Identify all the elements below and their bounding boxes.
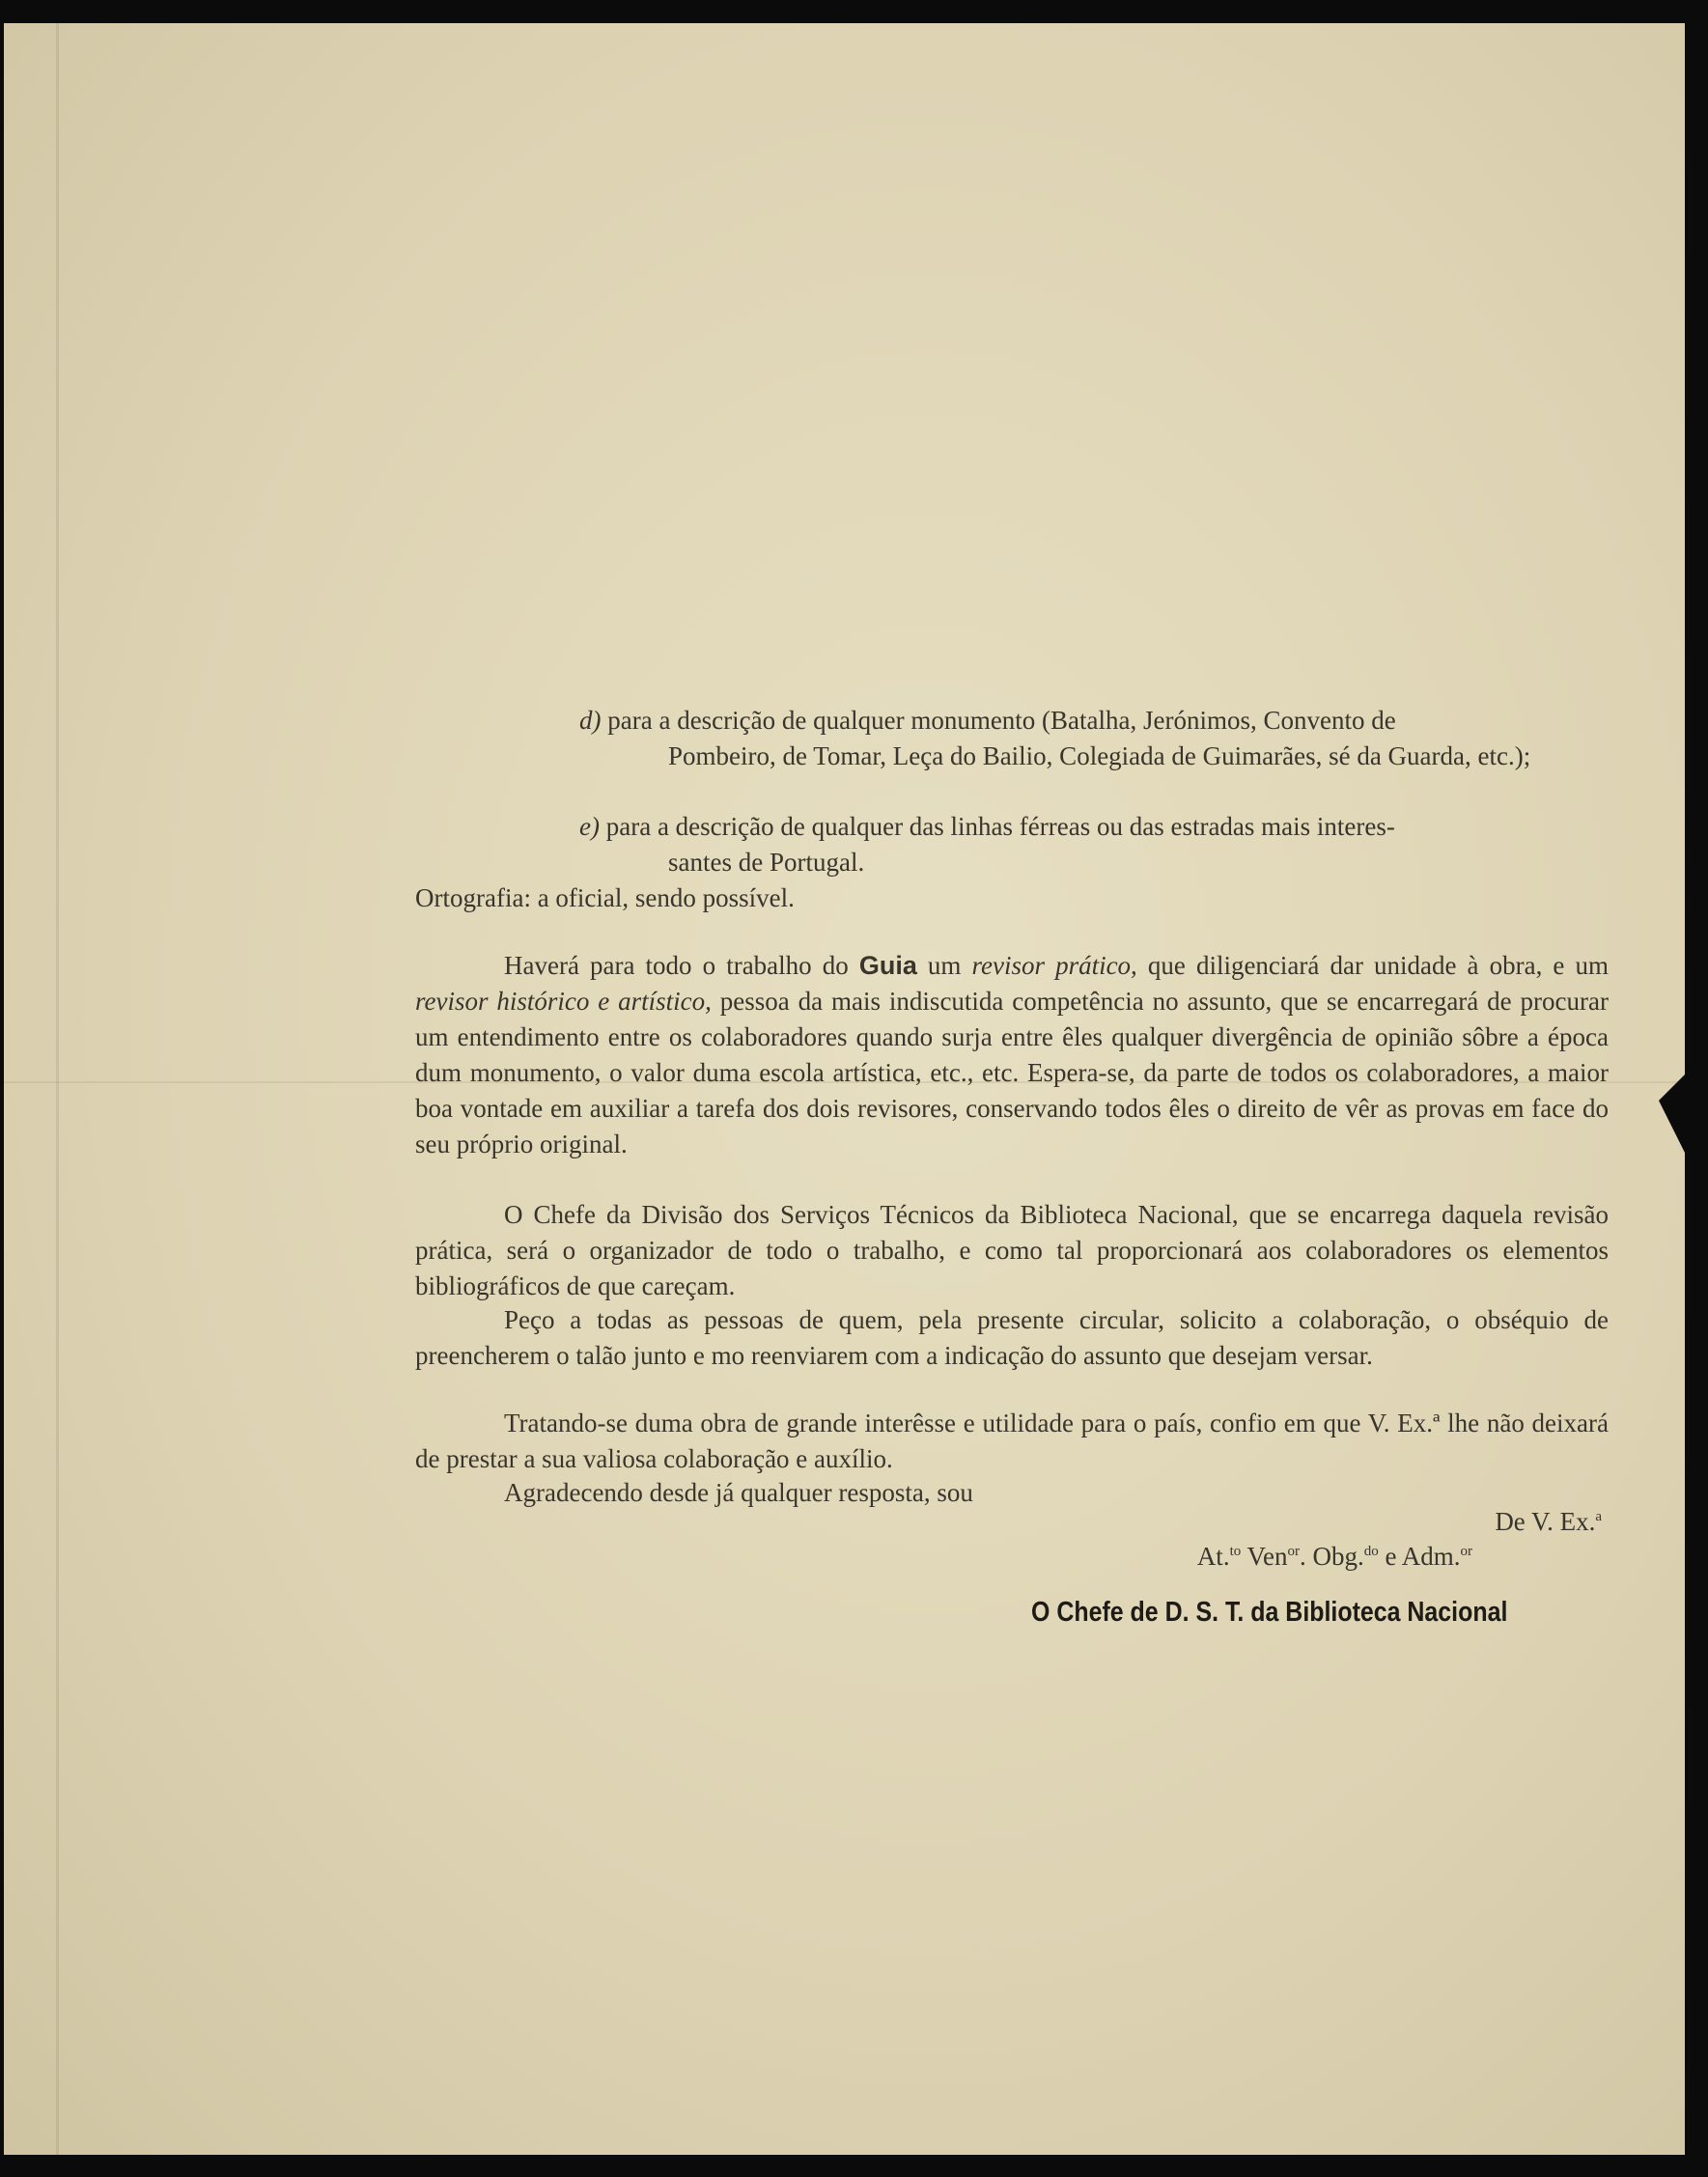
list-item-d xyxy=(579,703,1603,774)
closing-text: e Adm. xyxy=(1378,1542,1461,1571)
torn-notch xyxy=(1659,1072,1688,1158)
revisor-pratico-term: revisor prático, xyxy=(971,951,1137,980)
list-marker: e) xyxy=(579,812,600,841)
text-run: um xyxy=(916,951,972,980)
paragraph-revisors xyxy=(415,948,1609,1162)
closing-text: De V. Ex. xyxy=(1495,1507,1596,1536)
list-item-e xyxy=(579,809,1603,880)
list-item-continuation: Pombeiro, de Tomar, Leça do Bailio, Colegiada de Guimarães, sé da Guarda, etc.); xyxy=(668,741,1531,770)
superscript: do xyxy=(1363,1544,1379,1559)
paragraph-thanks: Agradecendo desde já qualquer resposta, sou xyxy=(504,1478,973,1507)
closing-text: . Obg. xyxy=(1300,1542,1364,1571)
list-item-first-line: para a descrição de qualquer das linhas férreas ou das estradas mais interes- xyxy=(605,812,1395,841)
signature-title: O Chefe de D. S. T. da Biblioteca Nacional xyxy=(1031,1597,1508,1628)
paragraph-request: Peço a todas as pessoas de quem, pela presente circular, solicito a colaboração, o obséquio de preencherem o talão junto e mo reenviarem com a indicação do assunto que desejam versar. xyxy=(415,1305,1609,1370)
list-item-continuation: santes de Portugal. xyxy=(668,848,865,877)
superscript: a xyxy=(1595,1509,1602,1524)
paragraph-chefe: O Chefe da Divisão dos Serviços Técnicos da Biblioteca Nacional, que se encarrega daquela revisão prática, será o organizador de todo o trabalho, e como tal proporcionará aos colaboradores os elementos bibliográficos de que careçam. xyxy=(415,1200,1609,1300)
list-item-first-line: para a descrição de qualquer monumento (Batalha, Jerónimos, Convento de xyxy=(607,706,1396,735)
closing-line-1 xyxy=(1495,1504,1602,1540)
closing-text: At. xyxy=(1196,1542,1230,1571)
text-run: que diligenciará dar unidade à obra, e um xyxy=(1136,951,1609,980)
revisor-historico-term: revisor histórico e artístico, xyxy=(415,987,712,1016)
ortografia-line: Ortografia: a oficial, sendo possível. xyxy=(415,883,795,912)
list-marker: d) xyxy=(579,706,602,735)
guia-title: Guia xyxy=(858,951,917,980)
text-run: pessoa da mais indiscutida competência no assunto, que se encarregará de procurar um entendimento entre os colaboradores quando surja entre êles qualquer divergência de opinião sôbre a época dum monumento, o valor duma escola artística, etc., etc. Espera-se, da parte de todos os colaboradores, a maior boa vontade em auxiliar a tarefa dos dois revisores, conservando todos êles o direito de vêr as provas em face do seu próprio original. xyxy=(415,987,1609,1158)
left-fold-line xyxy=(56,23,59,2155)
superscript: or xyxy=(1460,1544,1472,1559)
closing-line-2 xyxy=(1197,1539,1472,1575)
superscript: to xyxy=(1229,1544,1242,1559)
paragraph-confidence: Tratando-se duma obra de grande interêsse e utilidade para o país, confio em que V. Ex.ª lhe não deixará de prestar a sua valiosa colaboração e auxílio. xyxy=(415,1409,1609,1473)
closing-text: Ven xyxy=(1241,1542,1288,1571)
text-run: Haverá para todo o trabalho do xyxy=(504,951,859,980)
right-background-edge xyxy=(1685,0,1708,2177)
superscript: or xyxy=(1287,1544,1300,1559)
